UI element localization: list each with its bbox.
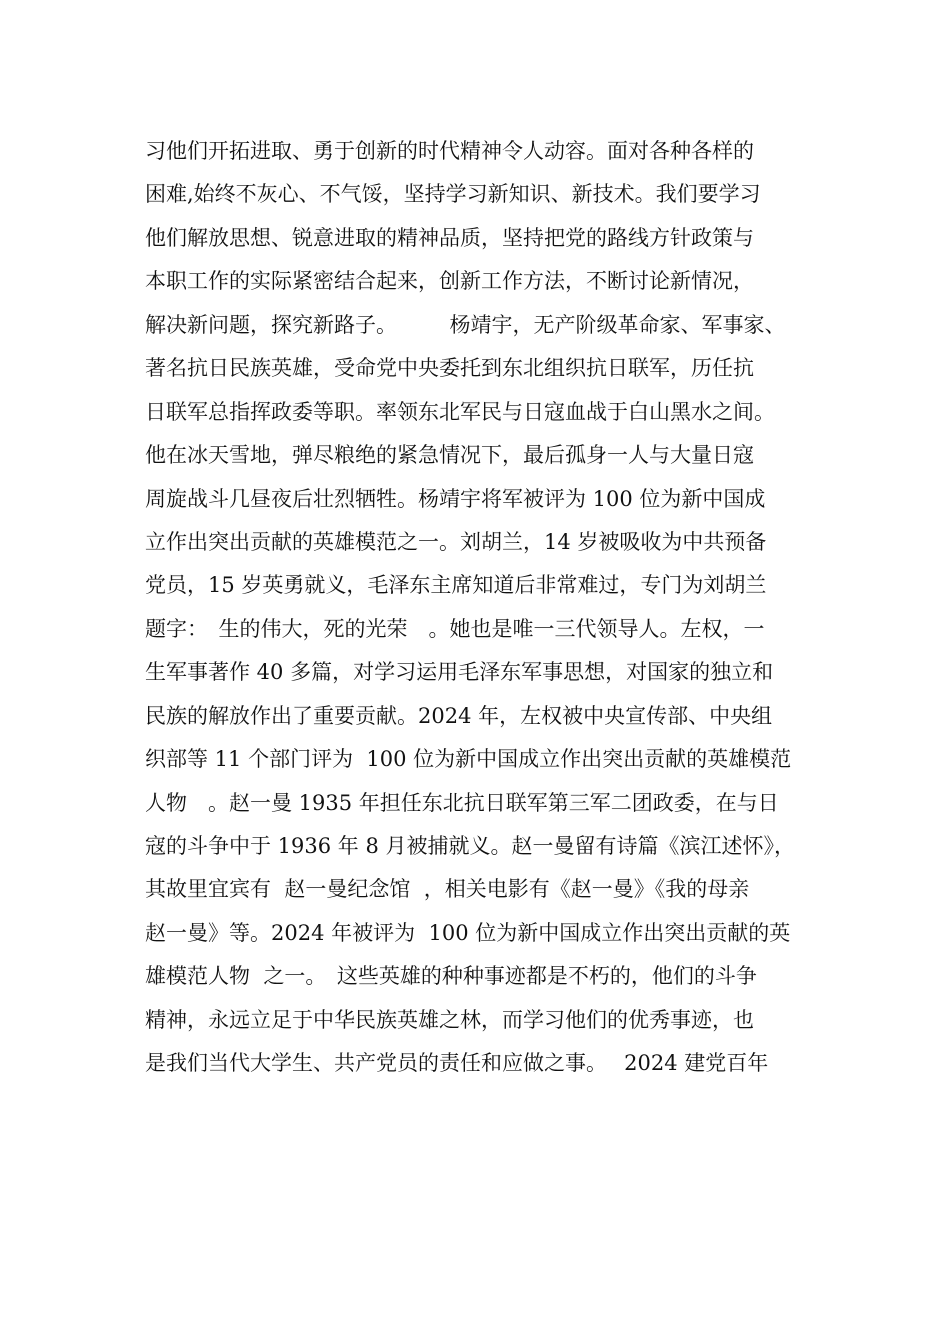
text-line: 周旋战斗几昼夜后壮烈牺牲。杨靖宇将军被评为 100 位为新中国成 xyxy=(145,486,766,511)
text-line: 题字： 生的伟大，死的光荣 。她也是唯一三代领导人。左权，一 xyxy=(145,616,765,641)
text-line: 生军事著作 40 多篇，对学习运用毛泽东军事思想，对国家的独立和 xyxy=(145,660,774,685)
text-line: 赵一曼》等。2024 年被评为 100 位为新中国成立作出突出贡献的英 xyxy=(145,920,791,945)
text-line: 解决新问题，探究新路子。 杨靖宇，无产阶级革命家、军事家、 xyxy=(145,312,786,337)
text-line: 本职工作的实际紧密结合起来，创新工作方法，不断讨论新情况， xyxy=(145,269,754,294)
text-line: 著名抗日民族英雄，受命党中央委托到东北组织抗日联军，历任抗 xyxy=(145,356,754,381)
text-line: 是我们当代大学生、共产党员的责任和应做之事。 2024 建党百年 xyxy=(145,1051,769,1076)
text-line: 民族的解放作出了重要贡献。2024 年，左权被中央宣传部、中央组 xyxy=(145,703,773,728)
body-text xyxy=(145,130,825,1086)
text-line: 立作出突出贡献的英雄模范之一。刘胡兰，14 岁被吸收为中共预备 xyxy=(145,529,767,554)
text-line: 精神，永远立足于中华民族英雄之林，而学习他们的优秀事迹，也 xyxy=(145,1007,754,1032)
text-line: 日联军总指挥政委等职。率领东北军民与日寇血战于白山黑水之间。 xyxy=(145,399,775,424)
text-line: 雄模范人物 之一。 这些英雄的种种事迹都是不朽的，他们的斗争 xyxy=(145,964,757,989)
text-line: 寇的斗争中于 1936 年 8 月被捕就义。赵一曼留有诗篇《滨江述怀》， xyxy=(145,834,796,858)
text-line: 党员，15 岁英勇就义，毛泽东主席知道后非常难过，专门为刘胡兰 xyxy=(145,573,767,598)
text-line: 习他们开拓进取、勇于创新的时代精神令人动容。面对各种各样的 xyxy=(145,139,754,163)
text-line: 织部等 11 个部门评为 100 位为新中国成立作出突出贡献的英雄模范 xyxy=(145,747,792,772)
text-line: 他们解放思想、锐意进取的精神品质，坚持把党的路线方针政策与 xyxy=(145,225,754,250)
text-line: 其故里宜宾有 赵一曼纪念馆 ，相关电影有《赵一曼》《我的母亲 xyxy=(145,877,750,902)
text-line: 人物 。赵一曼 1935 年担任东北抗日联军第三军二团政委，在与日 xyxy=(145,790,779,815)
text-line: 困难,始终不灰心、不气馁，坚持学习新知识、新技术。我们要学习 xyxy=(145,182,761,207)
text-line: 他在冰天雪地，弹尽粮绝的紧急情况下，最后孤身一人与大量日寇 xyxy=(145,443,754,468)
